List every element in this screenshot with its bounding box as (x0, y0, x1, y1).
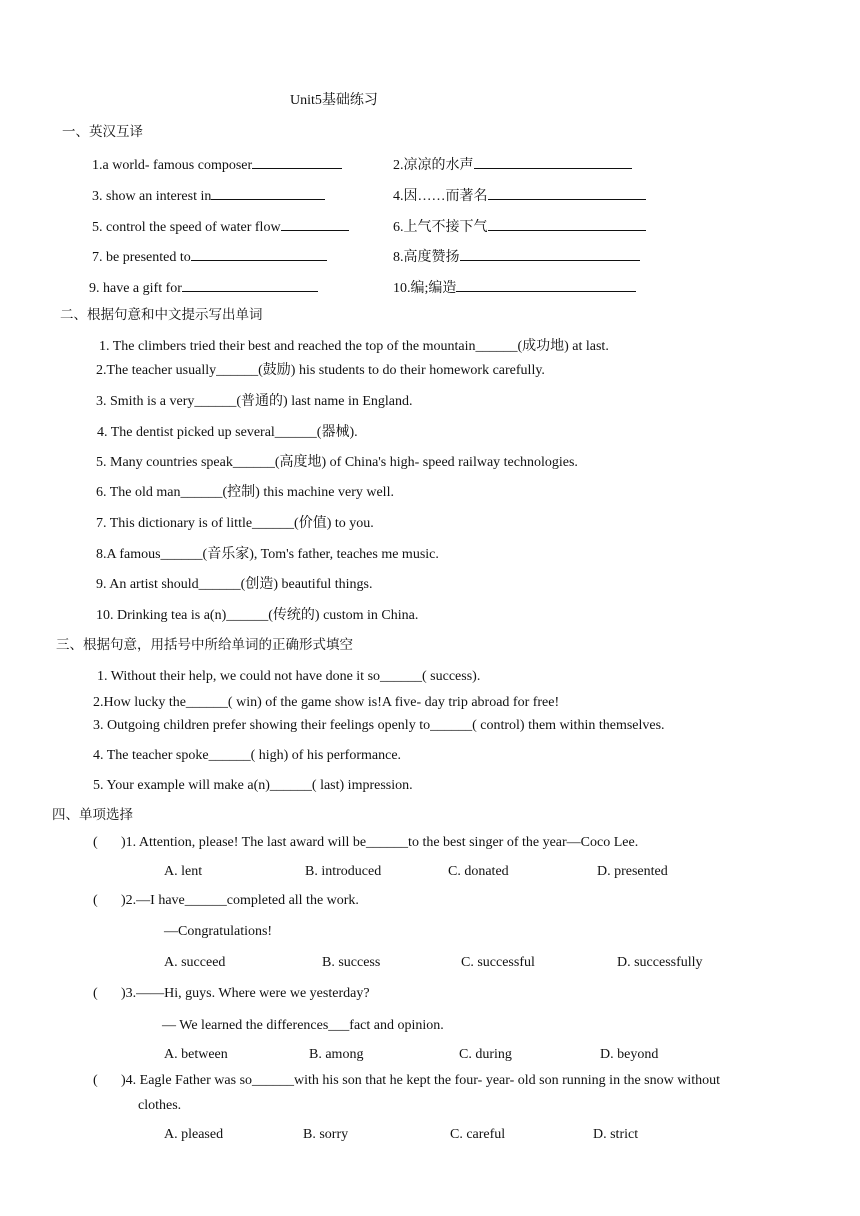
q4-paren: ( (93, 1073, 98, 1088)
q2-option-c: C. successful (461, 955, 535, 970)
s2-item-8: 8.A famous______(音乐家), Tom's father, teaches me music. (96, 547, 439, 562)
q1-option-c: C. donated (448, 864, 509, 879)
q1-paren: ( (93, 835, 98, 850)
q2-option-d: D. successfully (617, 955, 703, 970)
s1-item-8: 8.高度赞扬 (393, 246, 640, 267)
q4-option-d: D. strict (593, 1127, 639, 1142)
q1-stem: )1. Attention, please! The last award will be______to the best singer of the year—Coco Lee. (121, 835, 639, 850)
q4-option-b: B. sorry (303, 1127, 349, 1142)
s1-item-1: 1.a world- famous composer (92, 154, 342, 175)
s2-item-4: 4. The dentist picked up several______(器械). (97, 425, 358, 440)
s3-item-1: 1. Without their help, we could not have done it so______( success). (97, 669, 481, 684)
q3-stem: )3.——Hi, guys. Where were we yesterday? (121, 986, 370, 1001)
s3-item-2: 2.How lucky the______( win) of the game show is!A five- day trip abroad for free! (93, 695, 560, 710)
s1-item-4: 4.因……而著名 (393, 185, 646, 206)
s3-item-5: 5. Your example will make a(n)______( last) impression. (93, 778, 413, 793)
q3-option-a: A. between (164, 1047, 228, 1062)
q4-stem-cont: clothes. (138, 1098, 182, 1113)
s2-item-6: 6. The old man______(控制) this machine very well. (96, 485, 394, 500)
s2-item-9: 9. An artist should______(创造) beautiful things. (96, 577, 373, 592)
s1-item-6: 6.上气不接下气 (393, 216, 646, 237)
s2-item-7: 7. This dictionary is of little______(价值) to you. (96, 516, 374, 531)
q3-option-d: D. beyond (600, 1047, 659, 1062)
s2-item-1: 1. The climbers tried their best and reached the top of the mountain______(成功地) at last. (99, 339, 609, 354)
s3-item-4: 4. The teacher spoke______( high) of his performance. (93, 748, 402, 763)
s3-item-3: 3. Outgoing children prefer showing their feelings openly to______( control) them within themselves. (93, 718, 665, 733)
s2-item-10: 10. Drinking tea is a(n)______(传统的) custom in China. (96, 608, 419, 623)
s1-item-3: 3. show an interest in (92, 185, 325, 206)
section3-heading: 三、根据句意，用括号中所给单词的正确形式填空 (56, 637, 353, 653)
s2-item-5: 5. Many countries speak______(高度地) of China's high- speed railway technologies. (96, 455, 578, 470)
q3-paren: ( (93, 986, 98, 1001)
section2-heading: 二、根据句意和中文提示写出单词 (60, 307, 263, 323)
q4-option-a: A. pleased (164, 1127, 224, 1142)
q1-option-d: D. presented (597, 864, 668, 879)
s2-item-3: 3. Smith is a very______(普通的) last name in England. (96, 394, 413, 409)
s1-item-7: 7. be presented to (92, 246, 327, 267)
q4-option-c: C. careful (450, 1127, 506, 1142)
q2-stem: )2.—I have______completed all the work. (121, 893, 359, 908)
q2-paren: ( (93, 893, 98, 908)
q2-option-a: A. succeed (164, 955, 226, 970)
s1-item-9: 9. have a gift for (89, 277, 318, 298)
s1-item-2: 2.凉凉的水声 (393, 154, 632, 175)
s2-item-2: 2.The teacher usually______(鼓励) his students to do their homework carefully. (96, 363, 545, 378)
q3-option-b: B. among (309, 1047, 364, 1062)
q1-option-b: B. introduced (305, 864, 382, 879)
q2-option-b: B. success (322, 955, 381, 970)
s1-item-5: 5. control the speed of water flow (92, 216, 349, 237)
q3-option-c: C. during (459, 1047, 512, 1062)
q2-reply: —Congratulations! (164, 924, 273, 939)
q4-stem: )4. Eagle Father was so______with his son that he kept the four- year- old son running in the snow without (121, 1073, 721, 1088)
section4-heading: 四、单项选择 (52, 807, 133, 823)
q3-reply: — We learned the differences___fact and opinion. (162, 1018, 444, 1033)
q1-option-a: A. lent (164, 864, 203, 879)
section1-heading: 一、英汉互译 (62, 124, 143, 140)
page-title: Unit5基础练习 (290, 93, 378, 108)
s1-item-10: 10.编;编造 (393, 277, 636, 298)
